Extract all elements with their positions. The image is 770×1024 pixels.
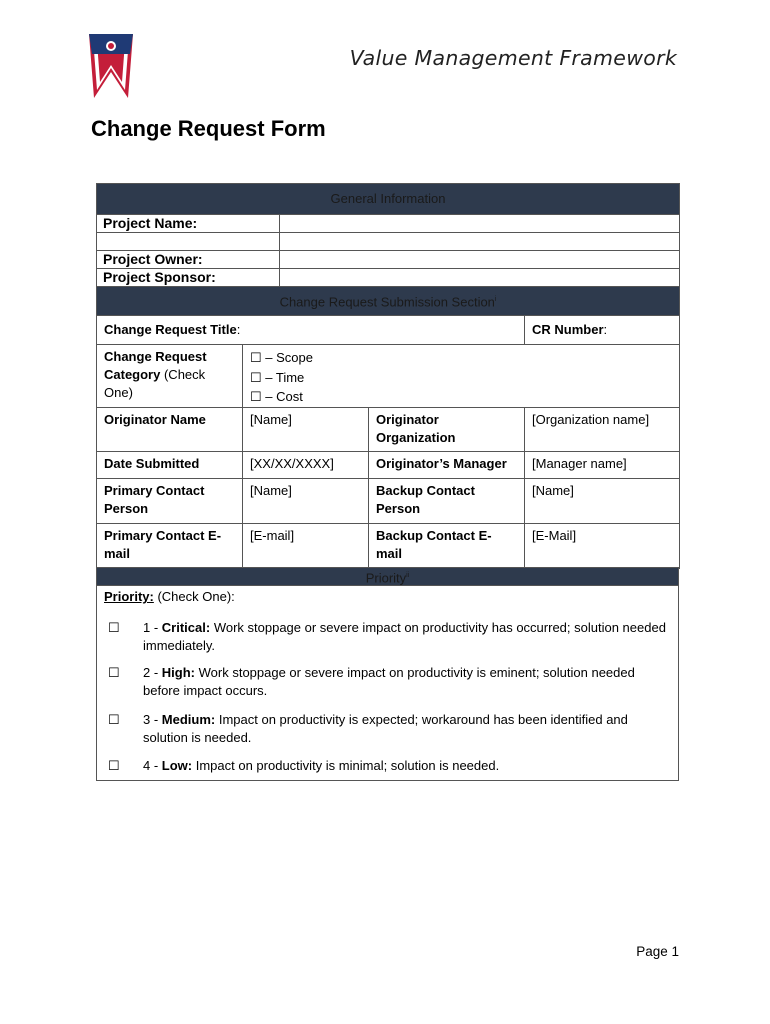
originator-org-label: Originator Organization xyxy=(369,407,525,451)
priority-heading: Priority: (Check One): xyxy=(104,589,235,605)
date-submitted-value[interactable]: [XX/XX/XXXX] xyxy=(243,451,369,478)
cr-number-field[interactable]: CR Number: xyxy=(525,316,680,345)
general-information-table xyxy=(96,183,680,287)
project-sponsor-field[interactable] xyxy=(280,269,680,287)
blank-field[interactable] xyxy=(280,233,680,251)
originator-name-label: Originator Name xyxy=(97,407,243,451)
checkbox-icon[interactable]: ☐ xyxy=(108,712,120,728)
date-submitted-label: Date Submitted xyxy=(97,451,243,478)
ohio-flag-logo-icon xyxy=(86,32,136,100)
priority-band: Priority$^{ii}$ xyxy=(97,568,679,586)
cr-number-label: CR Number xyxy=(532,322,604,338)
category-option-scope[interactable]: ☐ – Scope xyxy=(250,350,313,366)
cr-title-field[interactable]: Change Request Title: xyxy=(97,316,525,345)
form-title: Change Request Form xyxy=(91,116,326,141)
project-name-label: Project Name: xyxy=(97,215,280,233)
project-sponsor-label: Project Sponsor: xyxy=(97,269,280,287)
submission-table xyxy=(96,286,680,569)
checkbox-icon[interactable]: ☐ xyxy=(108,620,120,636)
checkbox-icon[interactable]: ☐ xyxy=(108,758,120,774)
category-option-time[interactable]: ☐ – Time xyxy=(250,369,305,385)
general-information-band: General Information xyxy=(97,184,680,215)
primary-email-value[interactable]: [E-mail] xyxy=(243,523,369,568)
category-label: Change Request Category (Check One) xyxy=(97,345,243,408)
primary-contact-value[interactable]: [Name] xyxy=(243,478,369,523)
project-name-field[interactable] xyxy=(280,215,680,233)
originator-manager-value[interactable]: [Manager name] xyxy=(525,451,680,478)
page-number: Page 1 xyxy=(636,944,679,959)
priority-table xyxy=(96,567,679,781)
originator-manager-label: Originator’s Manager xyxy=(369,451,525,478)
blank-label-cell xyxy=(97,233,280,251)
category-option-cost[interactable]: ☐ – Cost xyxy=(250,389,303,405)
submission-band: Change Request Submission Section$^i$ xyxy=(97,287,680,316)
backup-contact-label: Backup Contact Person xyxy=(369,478,525,523)
primary-email-label: Primary Contact E-mail xyxy=(97,523,243,568)
project-owner-label: Project Owner: xyxy=(97,251,280,269)
project-owner-field[interactable] xyxy=(280,251,680,269)
priority-options: Priority: (Check One): ☐ 1 - Critical: Work stoppage or severe impact on productivity has occurred; solution needed immediately. ☐ 2 - High: Work stoppage or severe impact on productivity is eminent; solution needed before impact occurs. ☐ 3 - Medium: Impact on productivity is expected; workaround has been identified and solution is needed. ☐ 4 - Low: Impact on productivity is minimal; solution is needed. xyxy=(97,586,679,781)
checkbox-icon[interactable]: ☐ xyxy=(108,665,120,681)
originator-name-value[interactable]: [Name] xyxy=(243,407,369,451)
cr-title-label: Change Request Title xyxy=(104,322,237,338)
category-options xyxy=(243,345,680,408)
backup-email-label: Backup Contact E-mail xyxy=(369,523,525,568)
framework-title: Value Management Framework xyxy=(349,46,677,70)
backup-email-value[interactable]: [E-Mail] xyxy=(525,523,680,568)
backup-contact-value[interactable]: [Name] xyxy=(525,478,680,523)
primary-contact-label: Primary Contact Person xyxy=(97,478,243,523)
originator-org-value[interactable]: [Organization name] xyxy=(525,407,680,451)
